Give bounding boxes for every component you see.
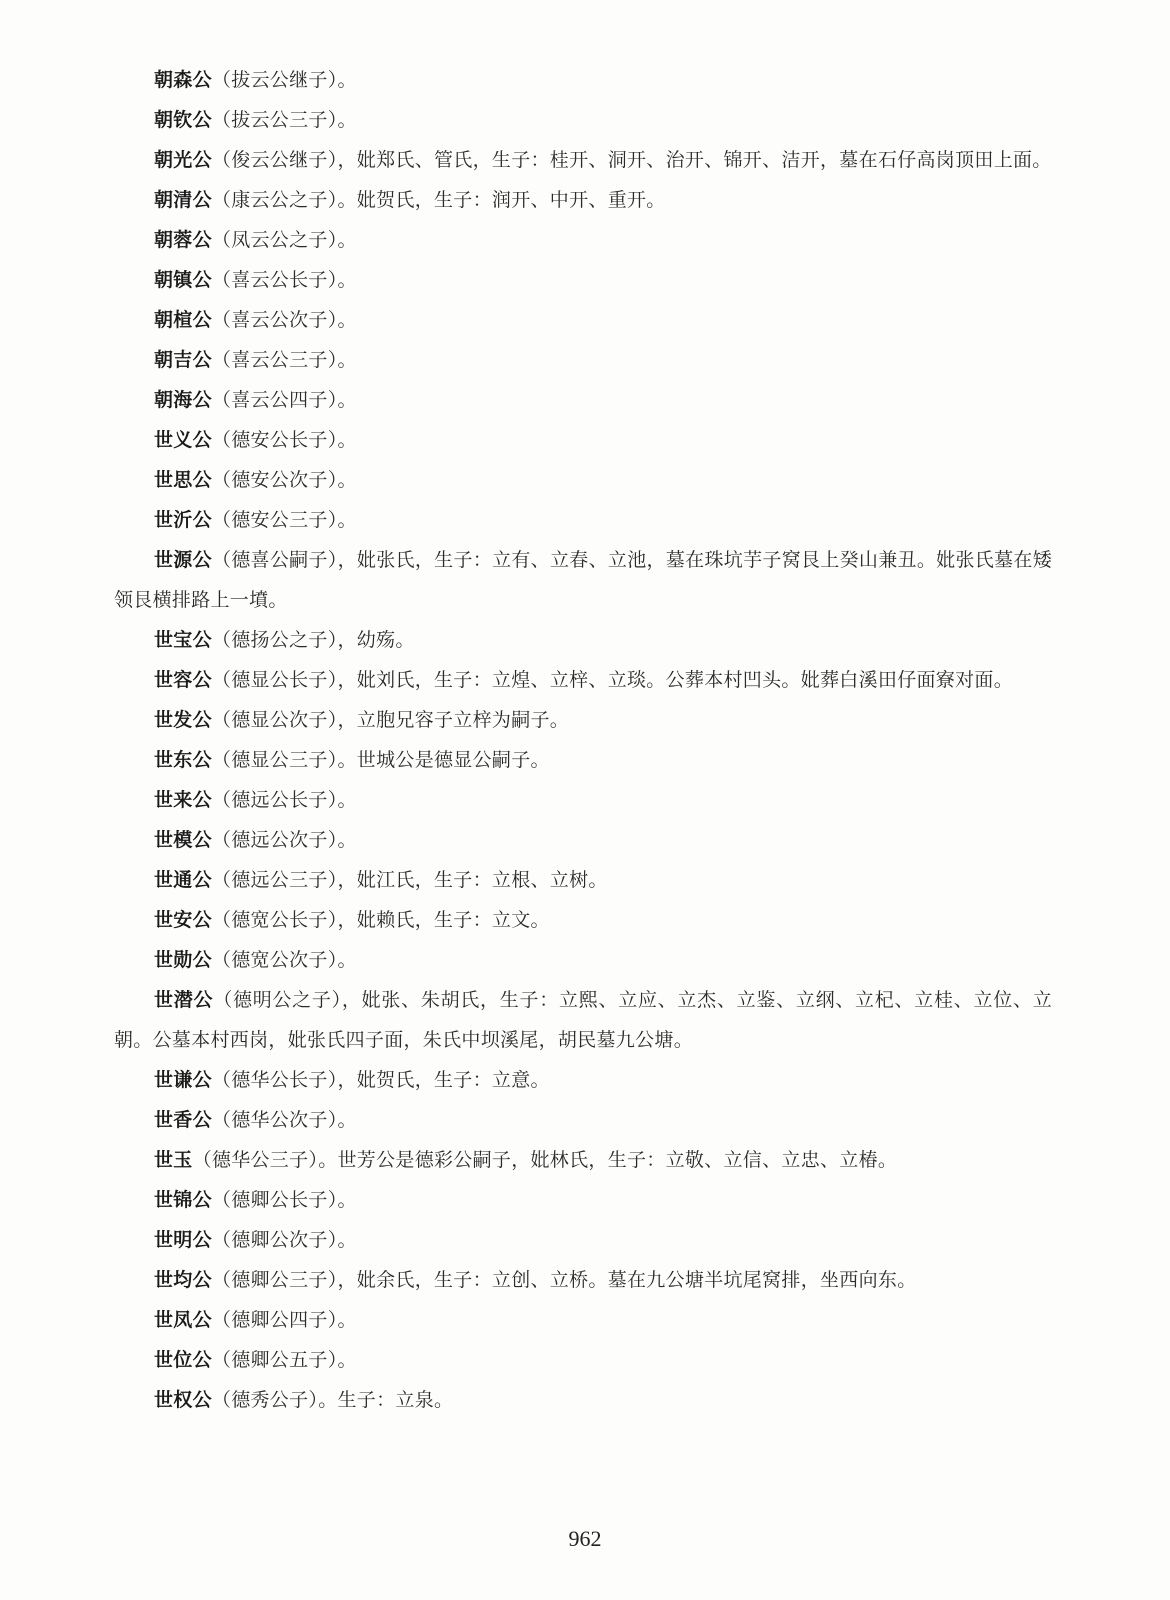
- entry-name: 世香公: [154, 1109, 212, 1131]
- entry-name: 世义公: [154, 429, 212, 451]
- entry-name: 世位公: [154, 1349, 212, 1371]
- genealogy-entry: [114, 100, 1052, 140]
- entry-text: （德华公次子）。: [211, 1109, 357, 1131]
- genealogy-entry: [114, 1220, 1052, 1260]
- entry-name: 世发公: [154, 709, 212, 731]
- genealogy-entry: [114, 500, 1052, 540]
- genealogy-entry: [114, 700, 1052, 740]
- entry-name: 世来公: [154, 789, 212, 811]
- entry-name: 世潜公: [154, 989, 214, 1011]
- genealogy-entry: [114, 860, 1052, 900]
- entry-text: （德卿公长子）。: [211, 1189, 357, 1211]
- genealogy-entry: [114, 1100, 1052, 1140]
- genealogy-entry: [114, 620, 1052, 660]
- genealogy-entry: [114, 540, 1052, 620]
- entry-name: 朝吉公: [154, 349, 212, 371]
- entry-text: （德远公长子）。: [211, 789, 357, 811]
- entry-name: 朝海公: [154, 389, 212, 411]
- entry-name: 世模公: [154, 829, 212, 851]
- page-number: 962: [568, 1526, 602, 1551]
- entry-name: 朝光公: [154, 149, 212, 171]
- entry-text: （俊云公继子），妣郑氏、管氏，生子：桂开、洞开、治开、锦开、洁开，墓在石仔高岗顶田上面。: [211, 149, 1052, 171]
- entry-text: （德华公三子）。世芳公是德彩公嗣子，妣林氏，生子：立敬、立信、立忠、立椿。: [192, 1149, 898, 1171]
- entry-name: 世安公: [154, 909, 212, 931]
- entry-name: 朝钦公: [154, 109, 212, 131]
- genealogy-entry: [114, 1140, 1052, 1180]
- entry-text: （德扬公之子），幼殇。: [211, 629, 415, 651]
- entry-text: （德卿公四子）。: [211, 1309, 357, 1331]
- entry-text: （德显公次子），立胞兄容子立梓为嗣子。: [211, 709, 570, 731]
- entry-name: 朝镇公: [154, 269, 212, 291]
- entry-name: 世勋公: [154, 949, 212, 971]
- genealogy-entry: [114, 1060, 1052, 1100]
- genealogy-entry: [114, 380, 1052, 420]
- entry-name: 世东公: [154, 749, 212, 771]
- genealogy-entry: [114, 940, 1052, 980]
- genealogy-entries: [114, 60, 1052, 1420]
- genealogy-entry: [114, 260, 1052, 300]
- genealogy-entry: [114, 1380, 1052, 1420]
- entry-name: 世源公: [154, 549, 212, 571]
- genealogy-entry: [114, 140, 1052, 180]
- entry-name: 世谦公: [154, 1069, 212, 1091]
- entry-text: （德卿公五子）。: [211, 1349, 357, 1371]
- entry-name: 朝楦公: [154, 309, 212, 331]
- entry-name: 世通公: [154, 869, 212, 891]
- genealogy-entry: [114, 900, 1052, 940]
- genealogy-entry: [114, 1180, 1052, 1220]
- entry-text: （凤云公之子）。: [211, 229, 357, 251]
- genealogy-entry: [114, 740, 1052, 780]
- entry-name: 朝蓉公: [154, 229, 212, 251]
- entry-text: （德喜公嗣子），妣张氏，生子：立有、立春、立池，墓在珠坑芋子窝艮上癸山兼丑。妣张氏墓在矮领艮横排路上一墳。: [114, 549, 1053, 611]
- entry-text: （德卿公三子），妣余氏，生子：立创、立桥。墓在九公塘半坑尾窝排，坐西向东。: [211, 1269, 917, 1291]
- genealogy-entry: [114, 340, 1052, 380]
- entry-name: 世锦公: [154, 1189, 212, 1211]
- entry-text: （德安公三子）。: [211, 509, 357, 531]
- genealogy-entry: [114, 180, 1052, 220]
- entry-text: （德明公之子），妣张、朱胡氏，生子：立熙、立应、立杰、立鉴、立纲、立杞、立桂、立位、立朝。公墓本村西岗，妣张氏四子面，朱氏中坝溪尾，胡民墓九公塘。: [114, 989, 1052, 1051]
- entry-name: 朝森公: [154, 69, 212, 91]
- entry-name: 世容公: [154, 669, 212, 691]
- entry-text: （德远公次子）。: [211, 829, 357, 851]
- entry-name: 世玉: [154, 1149, 193, 1171]
- entry-name: 世沂公: [154, 509, 212, 531]
- entry-text: （喜云公次子）。: [211, 309, 357, 331]
- entry-text: （德安公次子）。: [211, 469, 357, 491]
- entry-text: （德远公三子），妣江氏，生子：立根、立树。: [211, 869, 608, 891]
- entry-text: （德华公长子），妣贺氏，生子：立意。: [211, 1069, 550, 1091]
- entry-name: 世凤公: [154, 1309, 212, 1331]
- genealogy-entry: [114, 660, 1052, 700]
- genealogy-entry: [114, 1300, 1052, 1340]
- entry-text: （喜云公长子）。: [211, 269, 357, 291]
- entry-text: （德卿公次子）。: [211, 1229, 357, 1251]
- entry-name: 世宝公: [154, 629, 212, 651]
- genealogy-entry: [114, 780, 1052, 820]
- genealogy-entry: [114, 820, 1052, 860]
- entry-text: （拔云公三子）。: [211, 109, 357, 131]
- entry-text: （德秀公子）。生子：立泉。: [211, 1389, 454, 1411]
- entry-text: （德安公长子）。: [211, 429, 357, 451]
- genealogy-entry: [114, 460, 1052, 500]
- entry-text: （德显公三子）。世城公是德显公嗣子。: [211, 749, 550, 771]
- entry-name: 世思公: [154, 469, 212, 491]
- entry-text: （康云公之子）。妣贺氏，生子：润开、中开、重开。: [211, 189, 666, 211]
- entry-text: （德宽公长子），妣赖氏，生子：立文。: [211, 909, 550, 931]
- entry-name: 世均公: [154, 1269, 212, 1291]
- genealogy-entry: [114, 980, 1052, 1060]
- genealogy-entry: [114, 1340, 1052, 1380]
- entry-name: 世明公: [154, 1229, 212, 1251]
- genealogy-entry: [114, 300, 1052, 340]
- genealogy-entry: [114, 420, 1052, 460]
- genealogy-entry: [114, 220, 1052, 260]
- entry-name: 朝清公: [154, 189, 212, 211]
- genealogy-entry: [114, 60, 1052, 100]
- entry-text: （拔云公继子）。: [211, 69, 357, 91]
- entry-text: （喜云公三子）。: [211, 349, 357, 371]
- genealogy-entry: [114, 1260, 1052, 1300]
- entry-text: （德显公长子），妣刘氏，生子：立煌、立梓、立琰。公葬本村凹头。妣葬白溪田仔面寮对面。: [211, 669, 1014, 691]
- entry-text: （德宽公次子）。: [211, 949, 357, 971]
- entry-name: 世权公: [154, 1389, 212, 1411]
- entry-text: （喜云公四子）。: [211, 389, 357, 411]
